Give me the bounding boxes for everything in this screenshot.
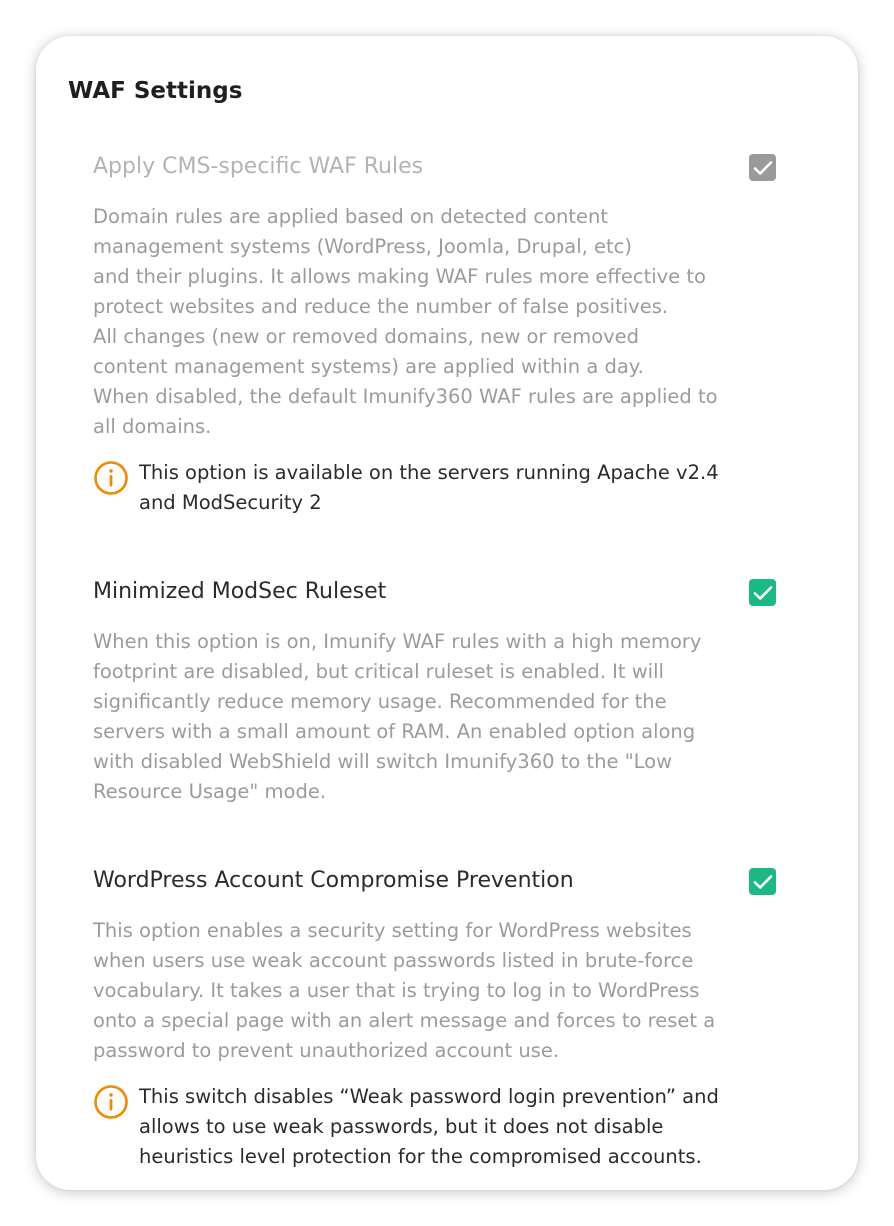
description-line: Domain rules are applied based on detected content <box>93 205 609 228</box>
setting-title: Minimized ModSec Ruleset <box>93 579 387 604</box>
description-line: content management systems) are applied within a day. <box>93 355 644 378</box>
description-line: servers with a small amount of RAM. An enabled option along <box>93 720 696 743</box>
info-note-text <box>139 1082 759 1172</box>
description-line: When this option is on, Imunify WAF rules with a high memory <box>93 630 702 653</box>
description-line: and their plugins. It allows making WAF rules more effective to <box>93 265 706 288</box>
cms-waf-rules-checkbox[interactable] <box>749 154 776 181</box>
note-line: allows to use weak passwords, but it does not disable <box>139 1115 664 1138</box>
description-line: Resource Usage" mode. <box>93 780 327 803</box>
setting-cms-waf-rules <box>93 152 793 532</box>
setting-minimized-modsec-ruleset <box>93 577 793 817</box>
description-line: All changes (new or removed domains, new or removed <box>93 325 640 348</box>
setting-description <box>93 627 713 807</box>
description-line: when users use weak account passwords listed in brute-force <box>93 949 694 972</box>
setting-title: Apply CMS-specific WAF Rules <box>93 154 424 179</box>
description-line: vocabulary. It takes a user that is trying to log in to WordPress <box>93 979 700 1002</box>
description-line: with disabled WebShield will switch Imunify360 to the "Low <box>93 750 673 773</box>
note-line: This option is available on the servers running Apache v2.4 <box>139 461 719 484</box>
note-line: This switch disables “Weak password login prevention” and <box>139 1085 719 1108</box>
info-note <box>93 1082 753 1174</box>
info-note <box>93 458 753 518</box>
note-line: heuristics level protection for the compromised accounts. <box>139 1145 702 1168</box>
info-note-text <box>139 458 759 518</box>
description-line: significantly reduce memory usage. Recommended for the <box>93 690 667 713</box>
wordpress-compromise-prevention-checkbox[interactable] <box>749 868 776 895</box>
description-line: management systems (WordPress, Joomla, Drupal, etc) <box>93 235 633 258</box>
checkmark-icon <box>753 160 773 176</box>
setting-title: WordPress Account Compromise Prevention <box>93 868 574 893</box>
description-line: This option enables a security setting for WordPress websites <box>93 919 692 942</box>
setting-wordpress-account-compromise-prevention <box>93 866 793 1176</box>
description-line: When disabled, the default Imunify360 WAF rules are applied to <box>93 385 718 408</box>
description-line: onto a special page with an alert message and forces to reset a <box>93 1009 716 1032</box>
description-line: footprint are disabled, but critical ruleset is enabled. It will <box>93 660 664 683</box>
minimized-modsec-checkbox[interactable] <box>749 579 776 606</box>
info-icon <box>93 1084 129 1120</box>
checkmark-icon <box>753 874 773 890</box>
description-line: all domains. <box>93 415 212 438</box>
waf-settings-card <box>36 36 858 1190</box>
info-icon <box>93 460 129 496</box>
card-title: WAF Settings <box>68 78 243 104</box>
checkmark-icon <box>753 585 773 601</box>
description-line: password to prevent unauthorized account use. <box>93 1039 560 1062</box>
setting-description <box>93 202 718 442</box>
description-line: protect websites and reduce the number of false positives. <box>93 295 669 318</box>
setting-description <box>93 916 716 1066</box>
note-line: and ModSecurity 2 <box>139 491 322 514</box>
